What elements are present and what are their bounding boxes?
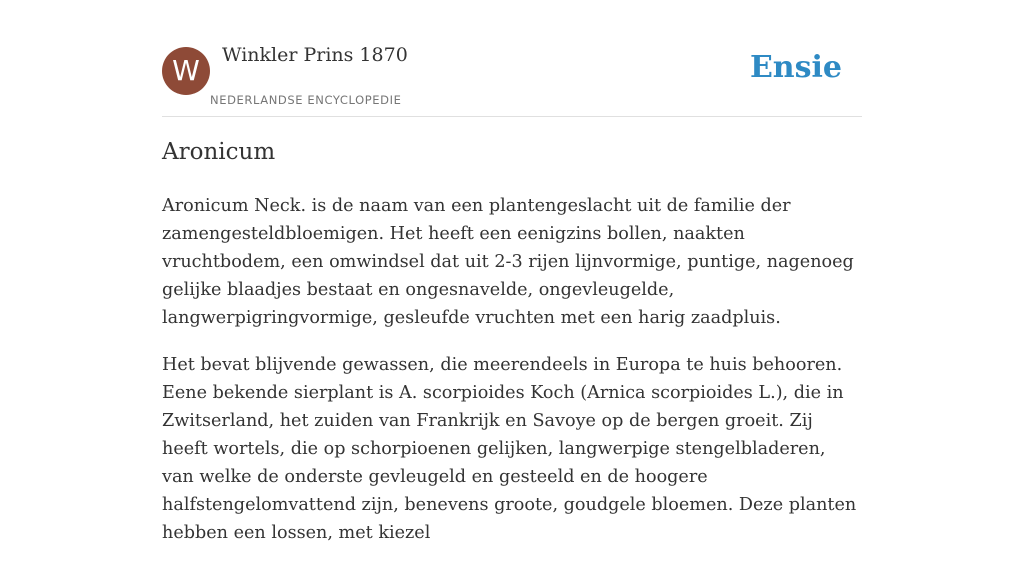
ensie-logo[interactable]: Ensie — [749, 50, 842, 85]
source-avatar[interactable]: W — [162, 47, 210, 95]
article-paragraph: Aronicum Neck. is de naam van een plantengeslacht uit de familie der zamengesteldbloemigen. Het heeft een eenigzins bollen, naakten vruchtbodem, een omwindsel dat uit 2-3 rijen lijnvormige, puntige, nagenoeg gelijke blaadjes bestaat en ongesnavelde, ongevleugelde, langwerpigringvormige, gesleufde vruchten met een harig zaadpluis. — [162, 196, 854, 328]
article-body — [162, 192, 862, 566]
header — [162, 0, 862, 117]
source-title[interactable]: Winkler Prins 1870 — [222, 44, 408, 66]
article-title: Aronicum — [162, 139, 276, 165]
content-container — [162, 0, 862, 543]
source-subtitle: NEDERLANDSE ENCYCLOPEDIE — [210, 93, 402, 107]
article-paragraph: Het bevat blijvende gewassen, die meerendeels in Europa te huis behooren. Eene bekende sierplant is A. scorpioides Koch (Arnica scorpioides L.), die in Zwitserland, het zuiden van Frankrijk en Savoye op de bergen groeit. Zij heeft wortels, die op schorpioenen gelijken, langwerpige stengelbladeren, van welke de onderste gevleugeld en gesteeld en de hoogere halfstengelomvattend zijn, benevens groote, goudgele bloemen. Deze planten hebben een lossen, met kiezel — [162, 355, 857, 543]
